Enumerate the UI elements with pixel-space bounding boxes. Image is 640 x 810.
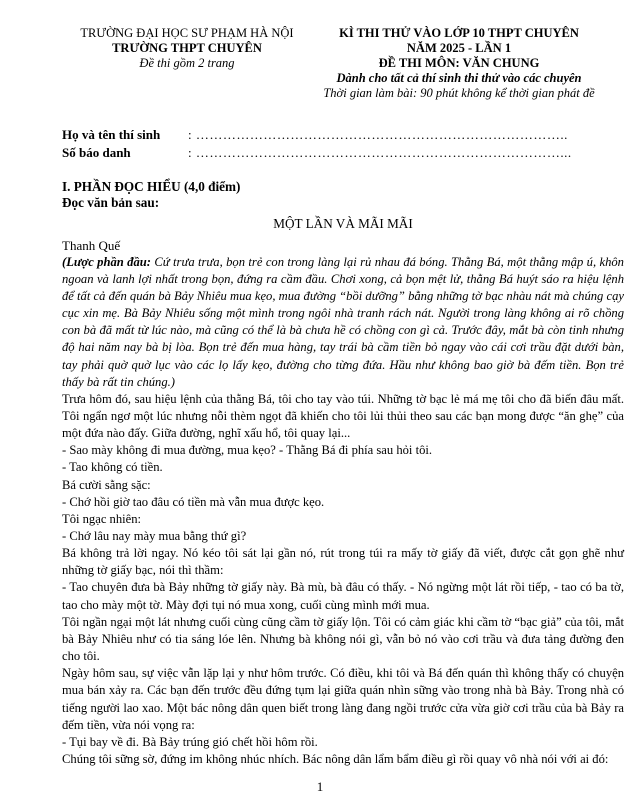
summary-label: (Lược phần đầu:: [62, 255, 151, 269]
story-paragraph: - Chớ hồi giờ tao đâu có tiền mà vẫn mua được kẹo.: [62, 494, 325, 509]
candidate-fields: [62, 126, 622, 162]
story-title: MỘT LẦN VÀ MÃI MÃI: [273, 216, 413, 231]
exam-time-note: Thời gian làm bài: 90 phút không kể thời gian phát đề: [323, 86, 595, 100]
candidate-name-row[interactable]: [62, 126, 622, 144]
candidate-id-row[interactable]: [62, 144, 622, 162]
story-paragraph: Bá cười sằng sặc:: [62, 477, 151, 492]
story-paragraph: Chúng tôi sững sờ, đứng im không nhúc nhích. Bác nông dân lẩm bẩm điều gì rồi quay vô nhà nói với ai đó:: [62, 752, 609, 767]
candidate-name-dots[interactable]: : ………………………………………………………………………..: [188, 127, 568, 142]
story-author: Thanh Quế: [62, 238, 121, 253]
reading-section: [62, 179, 624, 768]
story-paragraph: Ngày hôm sau, sự việc vẫn lặp lại y như hôm trước. Có điều, khi tôi và Bá đến quán thì không thấy có chuyện mua bán xảy ra. Các bạn đến trước đều đứng tụm lại giữa quán nhìn sững vào trong nhà bà Bảy. Trong nhà có tiếng người lao xao. Một bác nông dân quen biết trong làng đang ngồi trước cửa vừa giờ cơi trầu của bà Bảy ra đếm tiền, vừa nói vọng ra:: [62, 666, 624, 732]
story-paragraph: - Chớ lâu nay mày mua bằng thứ gì?: [62, 529, 247, 543]
candidate-name-label: Họ và tên thí sinh: [62, 127, 161, 142]
section-heading: I. PHẦN ĐỌC HIỂU (4,0 điểm): [62, 179, 241, 194]
school-name: TRƯỜNG THPT CHUYÊN: [112, 41, 262, 55]
exam-subject: ĐỀ THI MÔN: VĂN CHUNG: [378, 56, 540, 70]
story-paragraph: Trưa hôm đó, sau hiệu lệnh của thằng Bá, tôi cho tay vào túi. Những tờ bạc lẻ má mẹ tôi cho đã biến đâu mất. Tôi ngẩn ngơ một lúc nhưng nỗi thèm ngọt đã khiến cho tôi lủi thủi theo sau các bạn mong được “ăn ghẹ” của một đứa nào đấy. Giữa đường, nghĩ xấu hổ, tôi quay lại...: [62, 391, 624, 441]
story-summary: [62, 254, 624, 391]
story-paragraph: Bá không trả lời ngay. Nó kéo tôi sát lại gần nó, rút trong túi ra mấy tờ giấy đã viết, được cắt gọn ghẽ như những tờ giấy bạc, nói thì thầm:: [62, 546, 624, 578]
header-left: [72, 26, 302, 71]
story-paragraph: Tôi ngần ngại một lát nhưng cuối cùng cũng cầm tờ giấy lộn. Tôi có cảm giác khi cầm tờ “bạc giả” của tôi, mắt bà Bảy Nhiêu như có tia sáng lóe lên. Nhưng bà không nói gì, vẫn bỏ nó vào cơi trầu và đưa tảng đường đen cho tôi.: [62, 614, 624, 664]
story-paragraph: - Tụi bay về đi. Bà Bảy trúng gió chết hồi hôm rồi.: [62, 734, 318, 749]
story-paragraph: Tôi ngạc nhiên:: [62, 511, 142, 526]
pages-note: Đề thi gồm 2 trang: [139, 56, 235, 70]
page-number: 1: [316, 779, 324, 794]
candidate-id-label: Số báo danh: [62, 145, 131, 160]
summary-text: Cứ trưa trưa, bọn trẻ con trong làng lại rủ nhau đá bóng. Thằng Bá, một thằng mập ú, khôn ngoan và lanh lợi nhất trong bọn, đứng ra cầm đầu. Chơi xong, cả bọn mệt lử, thằng Bá huýt sáo ra hiệu lệnh để tất cả đến quán bà Bảy Nhiêu mua kẹo, mua đường “bồi dưỡng” bằng những tờ bạc nhàu nát mà chúng cạy cục xin mẹ. Bà Bảy Nhiêu sống một mình trong ngôi nhà tranh rách nát. Người trong làng không ai rõ chồng con bà đã mất từ lúc nào, mà cũng có thể là bà chưa hề có chồng con gì cả. Trước đây, mắt bà còn tinh nhưng độ hai năm nay bà bị lòa. Bọn trẻ đến mua hàng, tay trái bà cầm tiền bỏ ngay vào cái cơi trầu đặt dưới bàn, tay phải quờ quờ lục vào các lọ lấy kẹo, đường cho từng đứa. Hầu như không bao giờ bà đếm tiền. Bọn trẻ thấy bà rất tin chúng.): [62, 255, 624, 389]
exam-audience: Dành cho tất cả thí sinh thi thử vào các chuyên: [336, 71, 582, 85]
header-right: [300, 26, 618, 101]
candidate-id-dots[interactable]: : ………………………………………………………………………...: [188, 145, 572, 160]
section-instruction: Đọc văn bản sau:: [62, 195, 160, 210]
story-paragraph: - Tao chuyên đưa bà Bảy những tờ giấy này. Bà mù, bà đâu có thấy. - Nó ngừng một lát rồi tiếp, - tao có ba tờ, tao cho mày một tờ. Mày đợi tụi nó mua xong, cuối cùng mình mới mua.: [62, 580, 624, 612]
exam-title: KÌ THI THỬ VÀO LỚP 10 THPT CHUYÊN: [339, 26, 579, 40]
university-name: TRƯỜNG ĐẠI HỌC SƯ PHẠM HÀ NỘI: [80, 26, 294, 40]
story-paragraph: - Sao mày không đi mua đường, mua kẹo? - Thằng Bá đi phía sau hỏi tôi.: [62, 443, 433, 458]
story-paragraph: - Tao không có tiền.: [62, 460, 163, 475]
exam-year-round: NĂM 2025 - LẦN 1: [406, 41, 512, 55]
